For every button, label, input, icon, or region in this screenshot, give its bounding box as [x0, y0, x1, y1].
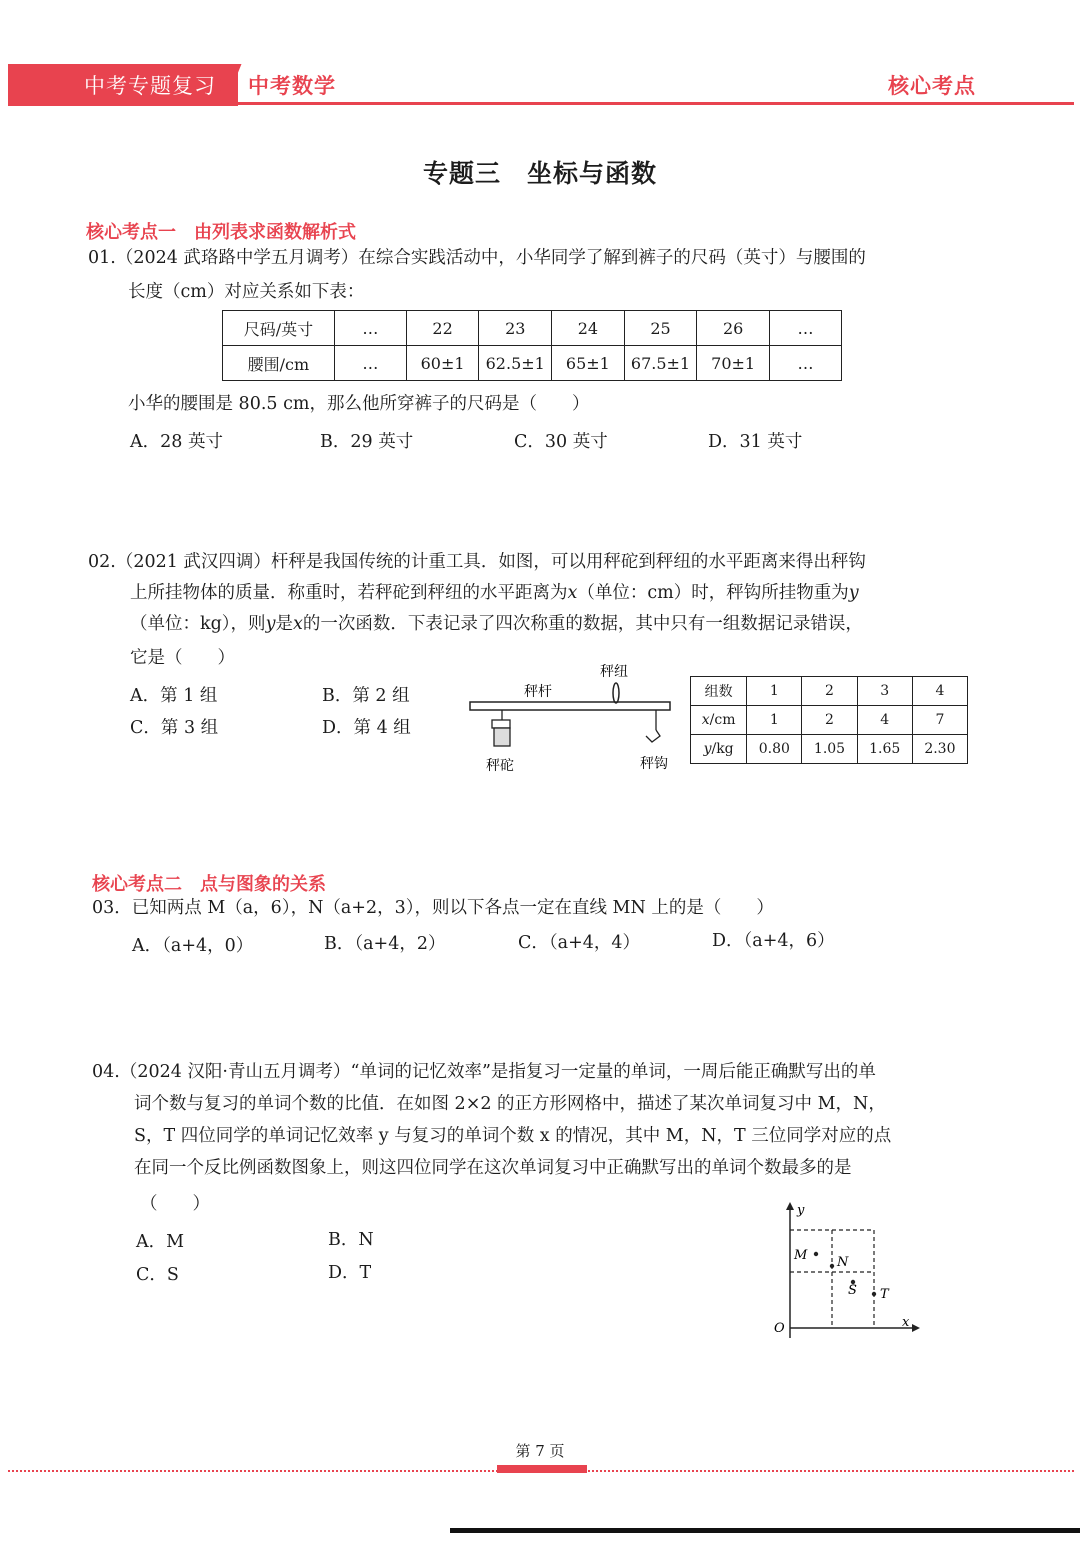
grid-lines [790, 1230, 874, 1328]
label-weight: 秤砣 [486, 758, 514, 774]
table-cell: 2.30 [912, 735, 967, 764]
q3-option-a[interactable]: A．（a+4，0） [132, 936, 254, 956]
table-cell: … [769, 311, 841, 346]
label-origin: O [774, 1321, 785, 1336]
point-n [830, 1264, 834, 1268]
question-2-line-3: （单位：kg），则y是x的一次函数．下表记录了四次称重的数据，其中只有一组数据记录错误， [130, 614, 863, 634]
point-t [872, 1292, 876, 1296]
weight-cap [492, 720, 510, 728]
q1-option-b[interactable]: B．29 英寸 [320, 432, 414, 452]
label-y: y [797, 1203, 805, 1218]
question-4-line-5: （ ） [140, 1194, 210, 1214]
q2-option-a[interactable]: A．第 1 组 [130, 686, 218, 706]
q4-option-a[interactable]: A．M [136, 1232, 185, 1252]
q1-option-d[interactable]: D．31 英寸 [708, 432, 803, 452]
table-cell: 1 [747, 706, 802, 735]
label-n: N [837, 1255, 849, 1270]
steelyard-figure [462, 656, 682, 778]
header-line [236, 102, 1074, 105]
q1-option-c[interactable]: C．30 英寸 [514, 432, 608, 452]
table-cell: 3 [857, 677, 912, 706]
label-s: S [848, 1283, 857, 1298]
q4-option-c[interactable]: C．S [136, 1265, 179, 1285]
section-heading-1: 核心考点一 由列表求函数解析式 [86, 222, 356, 243]
q4-option-d[interactable]: D．T [328, 1263, 372, 1283]
table-cell: 62.5±1 [479, 346, 552, 381]
q2-option-d[interactable]: D．第 4 组 [322, 718, 411, 738]
header-section: 核心考点 [888, 74, 976, 98]
table-row [691, 735, 968, 764]
question-2-line-2: 上所挂物体的质量．称重时，若秤砣到秤纽的水平距离为x（单位：cm）时，秤钩所挂物重为y [130, 583, 859, 603]
footer-accent-bar [497, 1465, 587, 1473]
question-1-line-2: 长度（cm）对应关系如下表： [128, 282, 365, 302]
y-axis-arrow-icon [786, 1202, 794, 1210]
table-cell: 4 [912, 677, 967, 706]
table-cell: 60±1 [406, 346, 479, 381]
question-4-line-1: 04.（2024 汉阳·青山五月调考）“单词的记忆效率”是指复习一定量的单词，一周后能正确默写出的单 [92, 1062, 876, 1082]
table-cell: x/cm [691, 706, 747, 735]
weight-shape [494, 728, 510, 746]
table-cell: … [334, 311, 406, 346]
question-1-line-1: 01.（2024 武珞路中学五月调考）在综合实践活动中，小华同学了解到裤子的尺码（英寸）与腰围的 [88, 248, 866, 268]
hook-shape [646, 730, 660, 742]
weighing-data-table [690, 676, 968, 764]
q1-option-a[interactable]: A．28 英寸 [130, 432, 223, 452]
q2-option-b[interactable]: B．第 2 组 [322, 686, 410, 706]
question-4-line-3: S，T 四位同学的单词记忆效率 y 与复习的单词个数 x 的情况，其中 M，N，T 三位同学对应的点 [134, 1126, 892, 1146]
label-m: M [794, 1248, 808, 1263]
table-cell: 25 [624, 311, 697, 346]
table-row [691, 677, 968, 706]
table-cell: 2 [802, 706, 857, 735]
table-cell: 0.80 [747, 735, 802, 764]
table-cell: 7 [912, 706, 967, 735]
question-4-line-4: 在同一个反比例函数图象上，则这四位同学在这次单词复习中正确默写出的单词个数最多的是 [134, 1158, 852, 1178]
scan-edge-bar [450, 1528, 1080, 1533]
rod-shape [470, 702, 670, 710]
grid-figure [764, 1196, 924, 1342]
table-cell: 组数 [691, 677, 747, 706]
table-row [691, 706, 968, 735]
q3-option-b[interactable]: B．（a+4，2） [324, 934, 446, 954]
label-hook: 秤钩 [640, 756, 668, 772]
table-cell: 23 [479, 311, 552, 346]
question-2-line-4: 它是（ ） [130, 648, 235, 668]
section-heading-2: 核心考点二 点与图象的关系 [92, 874, 326, 895]
table-row [223, 311, 842, 346]
q3-option-d[interactable]: D．（a+4，6） [712, 931, 835, 951]
table-cell: y/kg [691, 735, 747, 764]
label-x: x [902, 1315, 910, 1330]
table-cell: 70±1 [697, 346, 770, 381]
label-t: T [880, 1287, 889, 1302]
question-4-line-2: 词个数与复习的单词个数的比值．在如图 2×2 的正方形网格中，描述了某次单词复习中 M，N， [134, 1094, 886, 1114]
size-waist-table [222, 310, 842, 381]
header-series: 中考专题复习 [84, 74, 216, 98]
table-row [223, 346, 842, 381]
table-cell: 26 [697, 311, 770, 346]
table-cell: … [769, 346, 841, 381]
header-subject: 中考数学 [248, 74, 336, 98]
table-cell: 尺码/英寸 [223, 311, 335, 346]
table-cell: 65±1 [552, 346, 625, 381]
table-cell: … [334, 346, 406, 381]
table-cell: 腰围/cm [223, 346, 335, 381]
question-2-line-1: 02.（2021 武汉四调）杆秤是我国传统的计重工具．如图，可以用秤砣到秤纽的水平距离来得出秤钩 [88, 552, 866, 572]
table-cell: 2 [802, 677, 857, 706]
table-cell: 1 [747, 677, 802, 706]
table-cell: 67.5±1 [624, 346, 697, 381]
table-cell: 4 [857, 706, 912, 735]
q3-option-c[interactable]: C．（a+4，4） [518, 933, 641, 953]
point-m [814, 1252, 818, 1256]
q4-option-b[interactable]: B．N [328, 1230, 374, 1250]
page-number: 第 7 页 [515, 1442, 565, 1460]
table-cell: 24 [552, 311, 625, 346]
q2-option-c[interactable]: C．第 3 组 [130, 718, 219, 738]
label-knob: 秤纽 [600, 664, 628, 680]
knob-shape [613, 683, 619, 703]
table-cell: 22 [406, 311, 479, 346]
label-rod: 秤杆 [524, 684, 552, 700]
question-1-stem: 小华的腰围是 80.5 cm，那么他所穿裤子的尺码是（ ） [128, 394, 590, 414]
table-cell: 1.65 [857, 735, 912, 764]
table-cell: 1.05 [802, 735, 857, 764]
question-3-line-1: 03．已知两点 M（a，6），N（a+2，3），则以下各点一定在直线 MN 上的是（ ） [92, 898, 774, 918]
page-title: 专题三 坐标与函数 [422, 159, 657, 188]
x-axis-arrow-icon [912, 1324, 920, 1332]
